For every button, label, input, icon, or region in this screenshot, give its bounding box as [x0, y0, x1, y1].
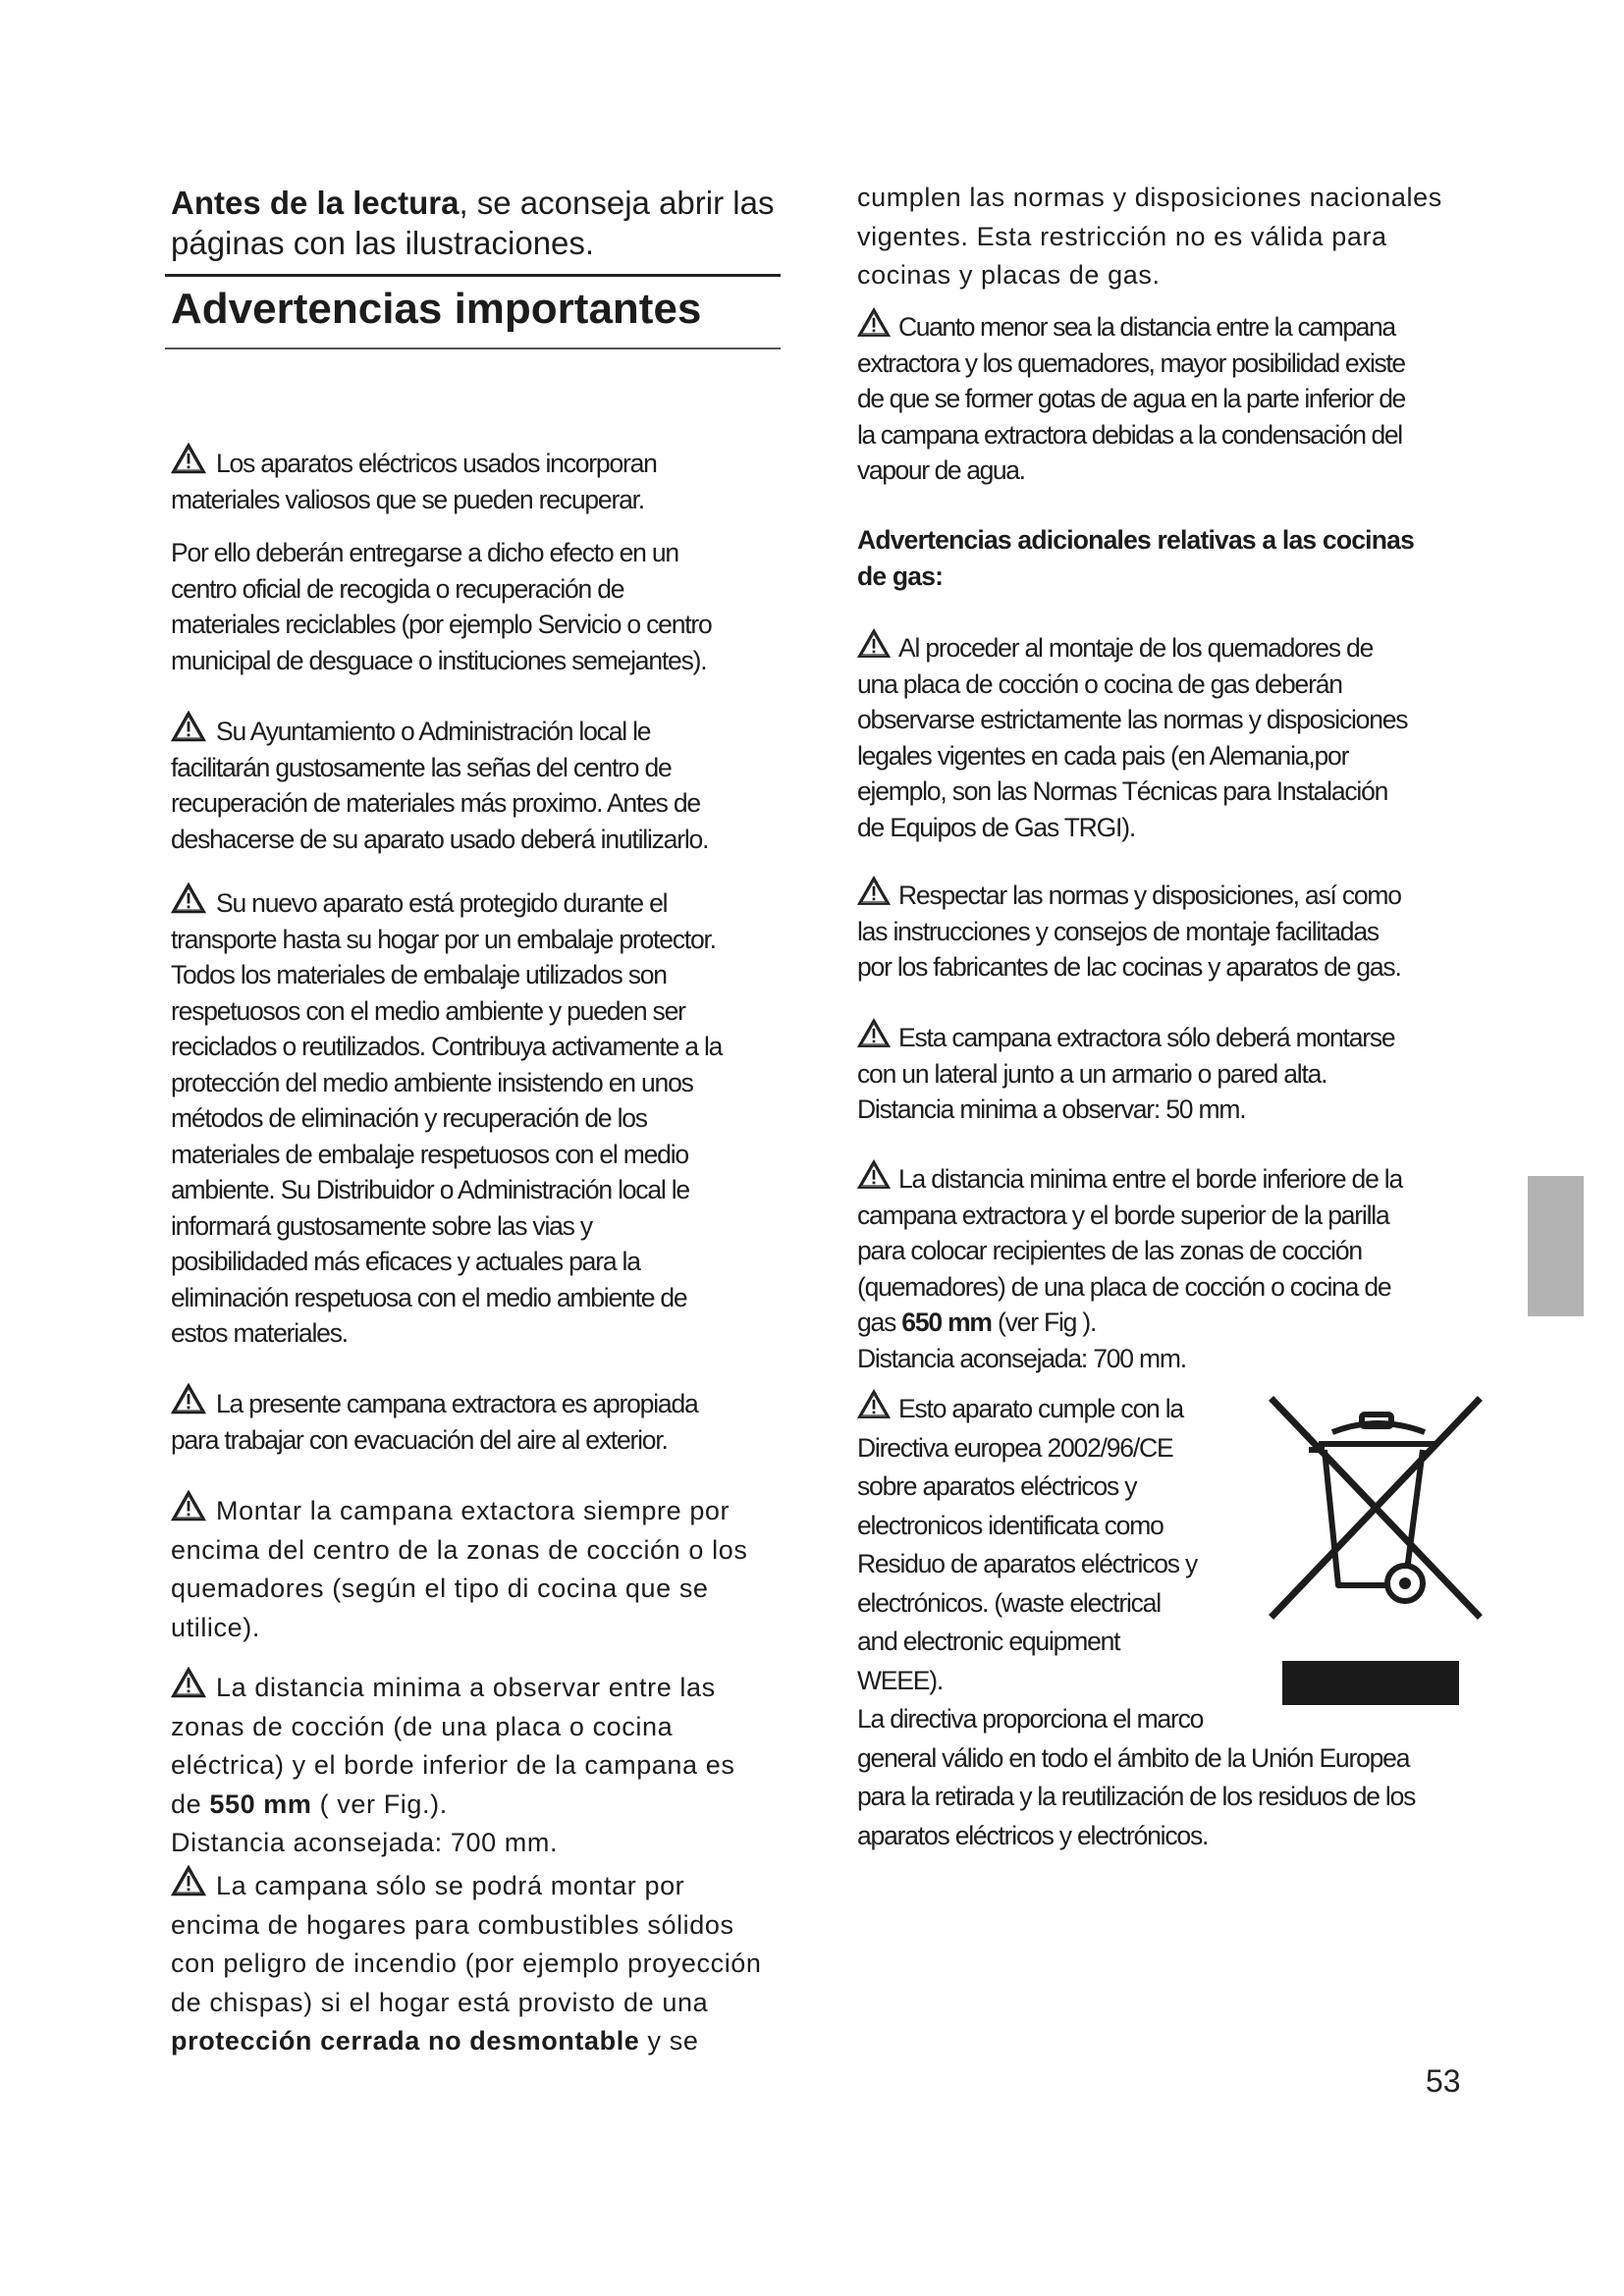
paragraph-collection	[171, 535, 712, 678]
text-line: Esto aparato cumple con la	[857, 1389, 1415, 1429]
text-line: por los fabricantes de lac cocinas y aparatos de gas.	[857, 952, 1401, 982]
text-line: Su nuevo aparato está protegido durante el	[171, 882, 722, 922]
intro-line-2: páginas con las ilustraciones.	[171, 225, 595, 261]
weee-black-bar	[1282, 1661, 1459, 1705]
text-line: Respectar las normas y disposiciones, así como	[857, 876, 1401, 914]
text-line: cumplen las normas y disposiciones nacionales	[857, 183, 1442, 212]
text-line: La presente campana extractora es apropiada	[171, 1383, 698, 1422]
text-line: protección cerrada no desmontable y se	[171, 2026, 699, 2056]
warning-triangle-icon	[171, 882, 206, 914]
text-line: la campana extractora debidas a la condensación del	[857, 419, 1402, 450]
text-line: Residuo de aparatos eléctricos y	[857, 1549, 1198, 1578]
warning-triangle-icon	[857, 876, 891, 906]
warning-triangle-icon	[171, 1865, 206, 1896]
text-line: de gas:	[857, 561, 944, 591]
text-line: respetuosos con el medio ambiente y pueden ser	[171, 995, 685, 1026]
text-line: WEEE).	[857, 1665, 944, 1695]
text-line: vapour de agua.	[857, 455, 1025, 485]
warning-paragraph-gas-distance	[857, 1159, 1402, 1376]
text-line: and electronic equipment	[857, 1627, 1120, 1656]
side-tab	[1528, 1176, 1584, 1316]
text-line: Distancia aconsejada: 700 mm.	[857, 1343, 1186, 1373]
warning-paragraph-side-mount	[857, 1018, 1394, 1128]
warning-triangle-icon	[171, 1490, 206, 1522]
text-line: campana extractora y el borde superior de la parilla	[857, 1200, 1389, 1230]
text-line: Esta campana extractora sólo deberá montarse	[857, 1018, 1394, 1056]
text-line: ejemplo, son las Normas Técnicas para Instalación	[857, 776, 1388, 806]
text-line: para la retirada y la reutilización de los residuos de los	[857, 1782, 1416, 1811]
page-title: Advertencias importantes	[171, 285, 702, 333]
text-line: Distancia aconsejada: 700 mm.	[171, 1828, 559, 1857]
warning-paragraph-solid-fuel	[171, 1865, 762, 2061]
warning-paragraph-manufacturer-rules	[857, 876, 1401, 986]
text-line: informará gustosamente sobre las vias y	[171, 1210, 592, 1241]
bold-phrase: protección cerrada no desmontable	[171, 2026, 640, 2056]
warning-paragraph-exhaust	[171, 1383, 698, 1458]
text-line: quemadores (según el tipo di cocina que se	[171, 1574, 709, 1603]
text-line: deshacerse de su aparato usado deberá inutilizarlo.	[171, 824, 709, 854]
warning-triangle-icon	[857, 1159, 891, 1190]
text-line: eliminación respetuosa con el medio ambiente de	[171, 1282, 687, 1312]
text-line: centro oficial de recogida o recuperación de	[171, 573, 624, 604]
warning-paragraph-condensation	[857, 307, 1405, 489]
text-line: de que se former gotas de agua en la parte inferior de	[857, 384, 1405, 413]
text-line: materiales reciclables (por ejemplo Servicio o centro	[171, 610, 712, 639]
text-line: posibilidaded más eficaces y actuales para la	[171, 1247, 640, 1276]
text-line: Cuanto menor sea la distancia entre la campana	[857, 307, 1405, 346]
warning-triangle-icon	[171, 1667, 206, 1698]
text-line: aparatos eléctricos y electrónicos.	[857, 1820, 1209, 1850]
text-line: encima del centro de la zonas de cocción o los	[171, 1534, 748, 1565]
section-subheading	[857, 522, 1414, 594]
text-line: métodos de eliminación y recuperación de los	[171, 1103, 647, 1133]
text-line: legales vigentes en cada pais (en Alemania,por	[857, 740, 1349, 771]
warning-paragraph-packaging	[171, 882, 722, 1352]
text-line: La directiva proporciona el marco	[857, 1704, 1204, 1734]
text-line: observarse estrictamente las normas y disposiciones	[857, 705, 1408, 734]
text-line: estos materiales.	[171, 1318, 348, 1348]
text-line: La distancia minima entre el borde inferiore de la	[857, 1159, 1402, 1198]
intro-bold-lead: Antes de la lectura	[171, 185, 460, 221]
text-line: (quemadores) de una placa de cocción o cocina de	[857, 1271, 1391, 1302]
text-line: electrónicos. (waste electrical	[857, 1587, 1161, 1618]
text-line: Por ello deberán entregarse a dicho efecto en un	[171, 538, 678, 567]
text-line: con peligro de incendio (por ejemplo proyección	[171, 1949, 762, 1978]
warning-triangle-icon	[857, 1389, 891, 1419]
text-line: utilice).	[171, 1612, 260, 1642]
text-line: de Equipos de Gas TRGI).	[857, 812, 1135, 842]
text-line: extractora y los quemadores, mayor posibilidad existe	[857, 347, 1405, 378]
warning-paragraph-mounting	[171, 1490, 747, 1647]
text-line: Montar la campana extactora siempre por	[171, 1490, 747, 1531]
text-line: recuperación de materiales más proximo. Antes de	[171, 788, 700, 818]
text-line: Directiva europea 2002/96/CE	[857, 1432, 1173, 1463]
text-line: con un lateral junto a un armario o pared alta.	[857, 1058, 1327, 1089]
text-line: para trabajar con evacuación del aire al exterior.	[171, 1424, 668, 1455]
distance-value: 650 mm	[901, 1308, 992, 1337]
text-line: zonas de cocción (de una placa o cocina	[171, 1711, 674, 1741]
text-line: vigentes. Esta restricción no es válida para	[857, 221, 1387, 251]
warning-triangle-icon	[171, 443, 206, 474]
text-line: para colocar recipientes de las zonas de cocción	[857, 1236, 1362, 1265]
paragraph-national-rules	[857, 179, 1442, 295]
warning-triangle-icon	[857, 1018, 891, 1048]
text-line: de 550 mm ( ver Fig.).	[171, 1789, 448, 1819]
warning-triangle-icon	[171, 711, 206, 742]
text-line: Al proceder al montaje de los quemadores de	[857, 628, 1407, 667]
text-line: materiales de embalaje respetuosos con el medio	[171, 1139, 688, 1169]
intro-rest: , se aconseja abrir las	[459, 185, 775, 221]
distance-value: 550 mm	[209, 1789, 312, 1819]
text-line: Todos los materiales de embalaje utilizados son	[171, 960, 667, 989]
text-line: de chispas) si el hogar está provisto de una	[171, 1987, 709, 2017]
text-line: Advertencias adicionales relativas a las cocinas	[857, 525, 1415, 555]
text-line: cocinas y placas de gas.	[857, 260, 1161, 290]
text-line: Los aparatos eléctricos usados incorporan	[171, 443, 657, 482]
warning-paragraph-recycling	[171, 443, 657, 517]
text-line: La distancia minima a observar entre las	[171, 1667, 734, 1708]
text-line: transporte hasta su hogar por un embalaje protector.	[171, 924, 716, 954]
heading-top-rule	[165, 274, 781, 277]
text-line: las instrucciones y consejos de montaje facilitadas	[857, 916, 1379, 946]
warning-paragraph-local-admin	[171, 711, 708, 857]
text-line: gas 650 mm (ver Fig ).	[857, 1308, 1097, 1337]
warning-triangle-icon	[171, 1383, 206, 1415]
text-line: facilitarán gustosamente las señas del centro de	[171, 752, 672, 782]
page-number: 53	[1426, 2063, 1461, 2099]
text-line: ambiente. Su Distribuidor o Administración local le	[171, 1175, 689, 1204]
text-line: Distancia minima a observar: 50 mm.	[857, 1095, 1246, 1124]
text-line: La campana sólo se podrá montar por	[171, 1865, 762, 1906]
warning-triangle-icon	[857, 307, 891, 338]
text-line: municipal de desguace o instituciones semejantes).	[171, 645, 707, 675]
text-line: protección del medio ambiente insistendo en unos	[171, 1067, 693, 1097]
text-line: general válido en todo el ámbito de la Unión Europea	[857, 1742, 1410, 1773]
text-line: reciclados o reutilizados. Contribuya activamente a la	[171, 1032, 723, 1061]
text-line: Su Ayuntamiento o Administración local le	[171, 711, 708, 750]
warning-paragraph-electric-distance	[171, 1667, 734, 1863]
warning-triangle-icon	[857, 628, 891, 659]
crossed-out-wheelie-bin-icon	[1268, 1393, 1484, 1626]
text-line: una placa de cocción o cocina de gas deberán	[857, 668, 1342, 699]
text-line: electronicos identificata como	[857, 1510, 1164, 1540]
text-line: encima de hogares para combustibles sólidos	[171, 1909, 734, 1940]
intro-note	[171, 183, 789, 263]
text-line: eléctrica) y el borde inferior de la campana es	[171, 1750, 735, 1780]
warning-paragraph-gas-burners	[857, 628, 1407, 845]
text-line: sobre aparatos eléctricos y	[857, 1471, 1137, 1501]
text-line: materiales valiosos que se pueden recuperar.	[171, 484, 644, 514]
heading-bottom-rule	[165, 347, 781, 349]
